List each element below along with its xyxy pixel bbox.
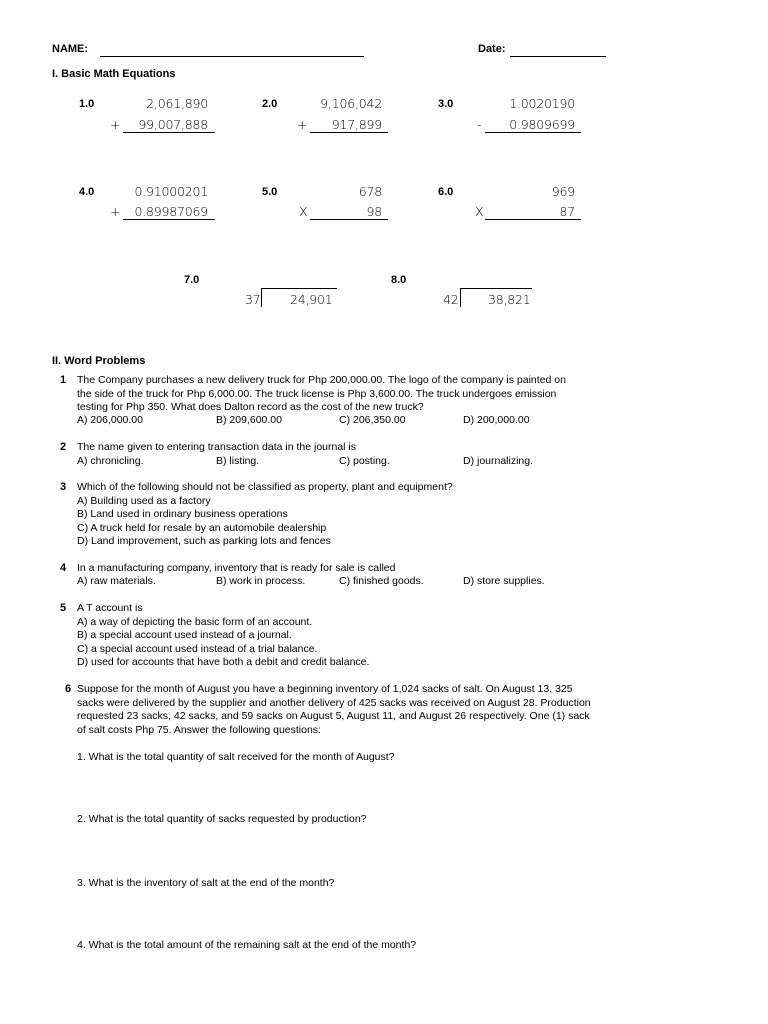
bottom-operand: 917,899 — [331, 117, 382, 132]
operator: + — [110, 117, 121, 132]
problem-number: 2.0 — [262, 98, 278, 110]
top-operand: 1.0020190 — [509, 96, 575, 111]
option-a[interactable]: A) chronicling. — [77, 455, 144, 467]
divisor: 42 — [443, 292, 459, 307]
problem-number: 5.0 — [262, 186, 278, 198]
question-number: 3 — [60, 481, 67, 493]
question-number: 2 — [60, 441, 67, 453]
question-number: 6 — [65, 683, 72, 695]
problem-number: 8.0 — [391, 274, 407, 286]
option-c[interactable]: C) a special account used instead of a trial balance. — [77, 642, 318, 655]
question-text: In a manufacturing company, inventory that is ready for sale is called — [77, 562, 396, 574]
question-text: Which of the following should not be classified as property, plant and equipment? A) Building used as a factory B) Land used in ordinary business operations C) A truck held for resale by an automobile dealership D) Land improvement, such as parking lots and fences — [77, 481, 453, 547]
date-label: Date: — [478, 43, 506, 55]
bottom-operand: 0.9809699 — [509, 117, 575, 132]
question-text: The name given to entering transaction data in the journal is — [77, 441, 357, 453]
top-operand: 678 — [358, 184, 382, 199]
option-a[interactable]: A) raw materials. — [77, 575, 156, 587]
top-operand: 0.91000201 — [134, 184, 208, 199]
question-number: 5 — [60, 602, 67, 614]
option-a[interactable]: A) Building used as a factory — [77, 494, 211, 507]
dividend: 38,821 — [488, 292, 531, 307]
problem-number: 7.0 — [184, 274, 200, 286]
bottom-operand: 87 — [559, 204, 575, 219]
option-b[interactable]: B) 209,600.00 — [216, 414, 282, 426]
division-bracket — [261, 288, 262, 307]
question-text: Suppose for the month of August you have a beginning inventory of 1,024 sacks of salt. On August 13, 325 sacks were delivered by the supplier and another delivery of 425 sacks was received on August 28. Production requested 23 sacks, 42 sacks, and 59 sacks on August 5, August 11, and August 26 respectively. One (1) sack of salt costs Php 75. Answer the following questions: — [77, 683, 591, 736]
answer-line — [123, 219, 215, 220]
option-d[interactable]: D) store supplies. — [463, 575, 545, 587]
operator: + — [297, 117, 308, 132]
option-c[interactable]: C) 206,350.00 — [339, 414, 406, 426]
bottom-operand: 0.89987069 — [134, 204, 208, 219]
subquestion-2: 2. What is the total quantity of sacks requested by production? — [77, 813, 367, 825]
division-bar — [261, 288, 337, 289]
option-a[interactable]: A) a way of depicting the basic form of an account. — [77, 615, 313, 628]
top-operand: 2,061,890 — [146, 96, 208, 111]
option-d[interactable]: D) used for accounts that have both a debit and credit balance. — [77, 656, 370, 668]
dividend: 24,901 — [290, 292, 333, 307]
division-bracket — [460, 288, 461, 307]
section-2-title: II. Word Problems — [52, 355, 146, 367]
option-c[interactable]: C) finished goods. — [339, 575, 424, 587]
answer-line — [485, 132, 581, 133]
subquestion-4: 4. What is the total amount of the remaining salt at the end of the month? — [77, 939, 417, 951]
option-b[interactable]: B) listing. — [216, 455, 260, 467]
option-d[interactable]: D) journalizing. — [463, 455, 534, 467]
section-1-title: I. Basic Math Equations — [52, 68, 176, 80]
top-operand: 9,106,042 — [320, 96, 382, 111]
problem-number: 4.0 — [79, 186, 95, 198]
option-d[interactable]: D) 200,000.00 — [463, 414, 530, 426]
operator: + — [110, 204, 121, 219]
option-c[interactable]: C) A truck held for resale by an automobile dealership — [77, 521, 327, 534]
operator: - — [477, 117, 482, 132]
question-text: The Company purchases a new delivery truck for Php 200,000.00. The logo of the company is painted on the side of the truck for Php 6,000.00. The truck license is Php 3,600.00. The truck undergoes emission testing for Php 350. What does Dalton record as the cost of the new truck? — [77, 374, 566, 413]
name-label: NAME: — [52, 43, 89, 55]
question-number: 4 — [60, 562, 67, 574]
divisor: 37 — [245, 292, 261, 307]
question-number: 1 — [60, 374, 67, 386]
name-line[interactable] — [100, 56, 364, 57]
option-b[interactable]: B) Land used in ordinary business operations — [77, 508, 288, 520]
option-b[interactable]: B) a special account used instead of a journal. — [77, 629, 292, 641]
option-b[interactable]: B) work in process. — [216, 575, 306, 587]
subquestion-1: 1. What is the total quantity of salt received for the month of August? — [77, 751, 395, 763]
answer-line — [310, 219, 388, 220]
answer-line — [123, 132, 215, 133]
bottom-operand: 98 — [366, 204, 382, 219]
answer-line — [485, 219, 581, 220]
option-c[interactable]: C) posting. — [339, 455, 390, 467]
division-bar — [460, 288, 532, 289]
subquestion-3: 3. What is the inventory of salt at the end of the month? — [77, 877, 335, 889]
option-d[interactable]: D) Land improvement, such as parking lots and fences — [77, 535, 331, 547]
answer-line — [310, 132, 388, 133]
question-text: A T account is A) a way of depicting the basic form of an account. B) a special account used instead of a journal. C) a special account used instead of a trial balance. D) used for accounts that have both a debit and credit balance. — [77, 602, 370, 668]
top-operand: 969 — [551, 184, 575, 199]
problem-number: 1.0 — [79, 98, 95, 110]
date-line[interactable] — [510, 56, 606, 57]
operator: X — [475, 204, 484, 219]
option-a[interactable]: A) 206,000.00 — [77, 414, 143, 426]
problem-number: 6.0 — [438, 186, 454, 198]
operator: X — [299, 204, 308, 219]
problem-number: 3.0 — [438, 98, 454, 110]
bottom-operand: 99,007,888 — [138, 117, 208, 132]
